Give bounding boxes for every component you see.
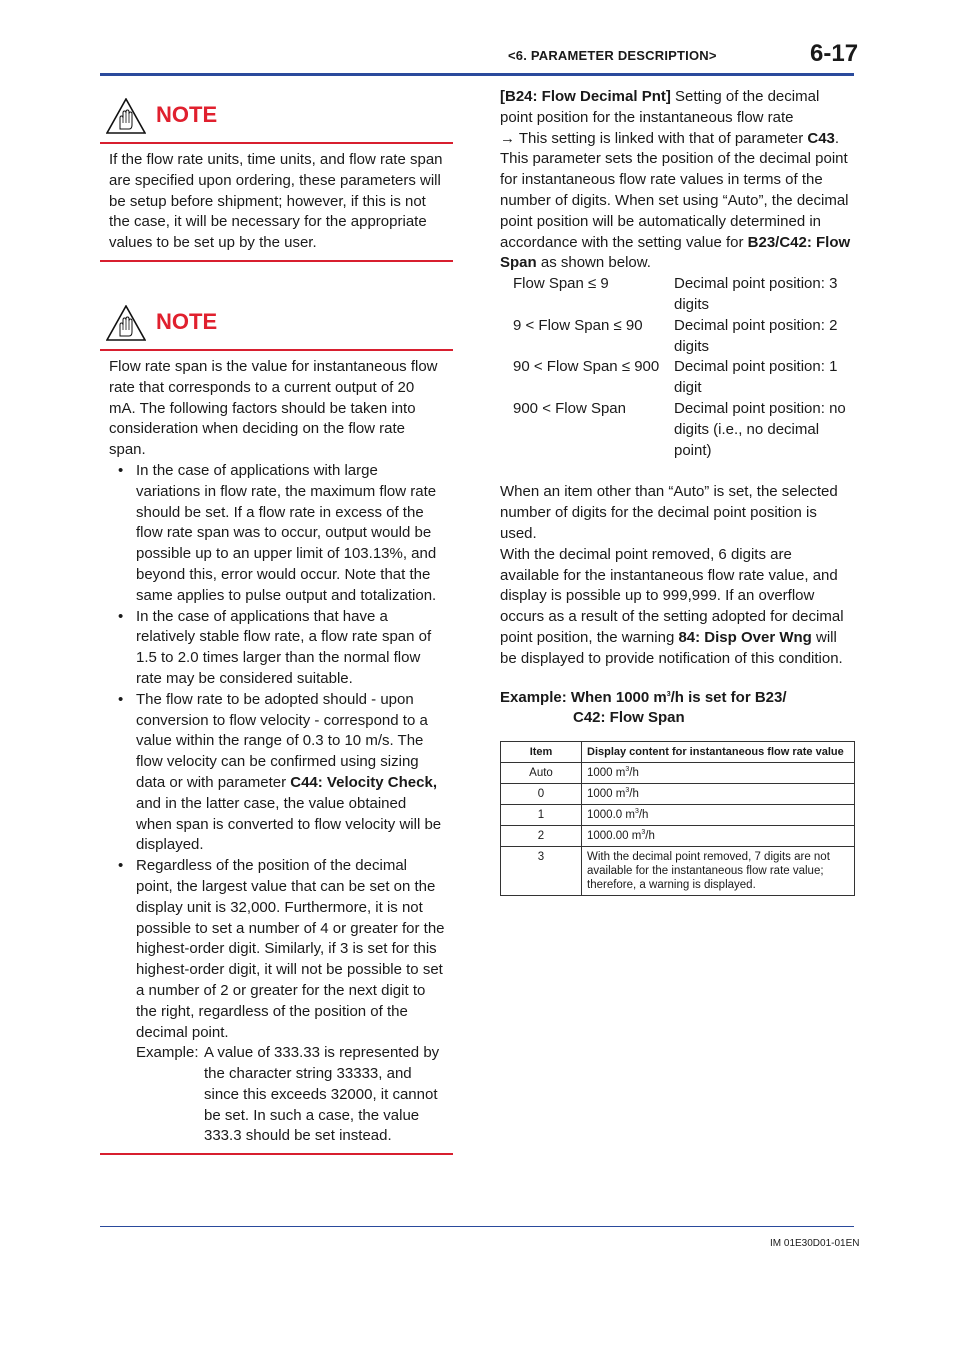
example-text: Example: When 1000 m [500, 688, 667, 706]
item-cell: 2 [501, 826, 582, 847]
note-bottom-rule [100, 260, 453, 262]
item-cell: 1 [501, 805, 582, 826]
list-item: • In the case of applications that have a relatively stable flow rate, a flow rate span of 1.5 to 2.0 times larger than the normal flow rate may be considered suitable. [109, 607, 445, 690]
example-text: A value of 333.33 is represented by the character string 33333, and since this exceeds 32000, it cannot be set. In such a case, the value 333.3 should be set instead. [204, 1044, 440, 1145]
range-position: Decimal point position: 3 digits [674, 275, 838, 313]
arrow-icon: → [500, 129, 515, 147]
footer-rule [100, 1226, 854, 1227]
header-rule [100, 73, 854, 76]
note-title: NOTE [156, 309, 218, 334]
column-header: Display content for instantaneous flow rate value [582, 742, 855, 763]
note-intro: Flow rate span is the value for instantaneous flow rate that corresponds to a current output of 20 mA. The following factors should be taken into consideration when deciding on the flow rate span. [109, 358, 438, 459]
note-bullet-list [109, 461, 445, 1043]
bullet-text: The flow rate to be adopted should - upon conversion to flow velocity - correspond to a value within the range of 0.3 to 10 m/s. The flow velocity can be confirmed using sizing data or with parameter [136, 690, 428, 791]
item-cell: 0 [501, 784, 582, 805]
content-value: 1000.00 m [587, 830, 642, 842]
content-cell: With the decimal point removed, 7 digits are not available for the instantaneous flow rate value; therefore, a warning is displayed. [582, 847, 855, 896]
para-overflow [500, 545, 854, 670]
item-cell: Auto [501, 763, 582, 784]
superscript: 3 [634, 808, 639, 816]
param-ref: B23/C42: Flow Span [500, 233, 851, 272]
note-title: NOTE [156, 102, 218, 127]
note-bottom-rule [100, 1153, 453, 1155]
table-row [501, 805, 855, 826]
table-row [513, 316, 854, 358]
example-block [109, 1043, 445, 1147]
content-value: 1000 m [587, 788, 626, 800]
range-position: Decimal point position: 1 digit [674, 358, 838, 397]
section-title: <6. PARAMETER DESCRIPTION> [508, 48, 717, 63]
b24-description [500, 149, 854, 274]
range-position: Decimal point position: 2 digits [674, 316, 838, 355]
list-item: • In the case of applications with large variations in flow rate, the maximum flow rate should be set. If a flow rate in excess of the flow rate span was to occur, output would be possible up to an upper limit of 103.13%, and beyond this, error would occur. Note that the same applies to pulse output and totalization. [109, 461, 445, 607]
desc-text: This parameter sets the position of the decimal point for instantaneous flow rate values in terms of the number of digits. When set using “Auto”, the decimal point position will be automatically determined in accordance with the setting value for [500, 150, 849, 251]
content-unit: /h [645, 830, 655, 842]
example-label: Example: [136, 1044, 199, 1062]
example-heading-cont: C42: Flow Span [573, 709, 685, 727]
content-cell [582, 805, 855, 826]
list-item [109, 690, 445, 856]
display-content-table [500, 741, 855, 896]
table-header-row [501, 742, 855, 763]
superscript: 3 [666, 690, 671, 698]
range-span: 90 < Flow Span ≤ 900 [513, 358, 660, 376]
table-row [513, 399, 854, 461]
content-unit: /h [629, 767, 639, 779]
content-unit: /h [629, 788, 639, 800]
example-heading [500, 688, 854, 709]
param-ref: C44: Velocity Check, [290, 773, 437, 791]
content-cell [582, 784, 855, 805]
bullet-text: and in the latter case, the value obtained when span is converted to flow velocity will be displayed. [136, 794, 442, 854]
content-value: 1000.0 m [587, 809, 635, 821]
range-span: Flow Span ≤ 9 [513, 275, 609, 293]
example-text: /h is set for B23/ [670, 688, 787, 706]
param-title-rest: Setting of the decimal point position for the instantaneous flow rate [500, 88, 820, 126]
range-position: Decimal point position: no digits (i.e., no decimal point) [674, 399, 846, 459]
para-text: will be displayed to provide notification of this condition. [500, 628, 843, 667]
list-item: • Regardless of the position of the decimal point, the largest value that can be set on the display unit is 32,000. Furthermore, it is not possible to set a number of 4 or greater for the highest-order digit. Similarly, if 3 is set for this highest-order digit, it will not be possible to set a number of 2 or greater for the next digit to the right, regardless of the position of the decimal point. [109, 856, 445, 1043]
b24-heading [500, 87, 854, 129]
para-other-than-auto: When an item other than “Auto” is set, the selected number of digits for the decimal point position is used. [500, 483, 838, 542]
caution-hand-icon [106, 305, 146, 341]
link-end: . [834, 129, 840, 147]
page-number: 6-17 [810, 40, 859, 67]
column-header: Item [501, 742, 582, 763]
table-row [501, 763, 855, 784]
warning-ref: 84: Disp Over Wng [678, 628, 812, 646]
caution-hand-icon [106, 98, 146, 134]
table-row [513, 274, 854, 316]
table-row [501, 847, 855, 896]
para-text: With the decimal point removed, 6 digits are available for the instantaneous flow rate value, and display is possible up to 999,999. If an overflow occurs as a result of the setting adopted for decimal point position, the warning [500, 545, 844, 646]
note-box-1 [100, 98, 453, 262]
note-box-2 [100, 305, 453, 1155]
superscript: 3 [625, 766, 630, 774]
desc-text: as shown below. [536, 254, 651, 272]
range-span: 9 < Flow Span ≤ 90 [513, 316, 643, 334]
item-cell: 3 [501, 847, 582, 896]
superscript: 3 [625, 787, 630, 795]
link-text: This setting is linked with that of parameter [515, 129, 808, 147]
document-code: IM 01E30D01-01EN [770, 1238, 860, 1249]
table-row [501, 784, 855, 805]
table-row [513, 357, 854, 399]
content-value: 1000 m [587, 767, 626, 779]
b24-section [500, 87, 854, 729]
param-title: [B24: Flow Decimal Pnt] [500, 88, 671, 105]
link-note [500, 129, 854, 150]
decimal-range-table [513, 274, 854, 461]
content-cell [582, 826, 855, 847]
table-row [501, 826, 855, 847]
content-cell [582, 763, 855, 784]
note-text: If the flow rate units, time units, and flow rate span are specified upon ordering, these parameters will be setup before shipment; however, if this is not the case, it will be necessary for the appropriate values to be set up by the user. [109, 151, 443, 252]
superscript: 3 [641, 829, 646, 837]
range-span: 900 < Flow Span [513, 399, 626, 417]
param-ref: C43 [807, 129, 835, 147]
content-unit: /h [638, 809, 649, 821]
